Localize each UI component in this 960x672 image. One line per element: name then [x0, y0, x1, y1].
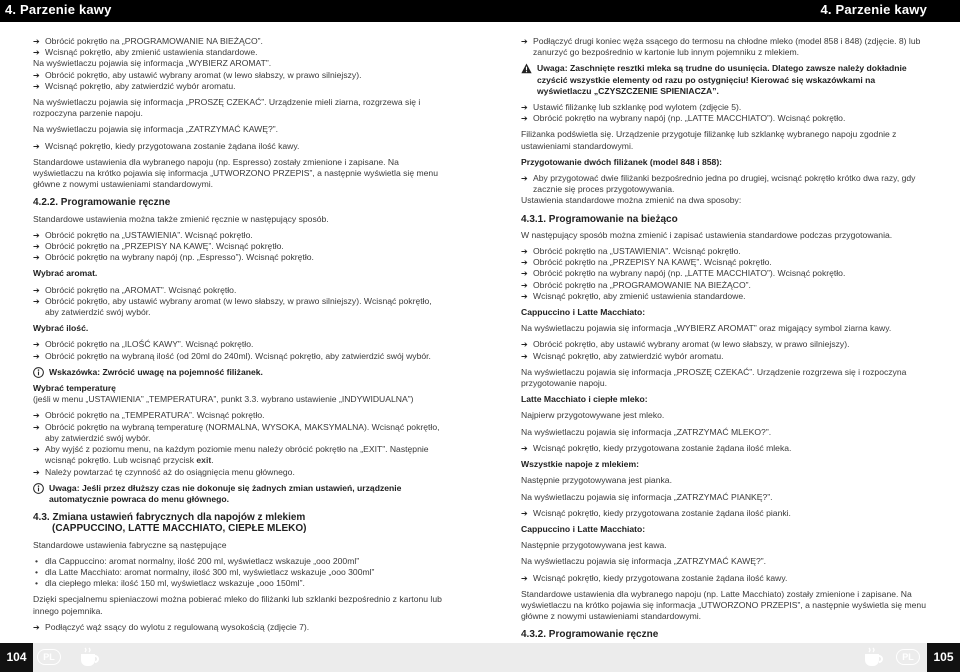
- info-icon: [33, 367, 44, 378]
- list-item: ➔ Obrócić pokrętło na „PROGRAMOWANIE NA BIEŻĄCO”.: [33, 36, 443, 47]
- list-item: ➔ Obrócić pokrętło na „PROGRAMOWANIE NA BIEŻĄCO”.: [521, 280, 927, 291]
- list-item: ➔ Obrócić pokrętło na wybraną temperaturę (NORMALNA, WYSOKA, MAKSYMALNA). Wcisnąć pokrętło, aby zatwierdzić swój wybór.: [33, 422, 443, 444]
- list-item: ➔ Obrócić pokrętło na wybraną ilość (od 20ml do 240ml). Wcisnąć pokrętło, aby zatwierdzić swój wybór.: [33, 351, 443, 362]
- list-item: ➔ Obrócić pokrętło na „TEMPERATURA”. Wcisnąć pokrętło.: [33, 410, 443, 421]
- page-footer: [0, 643, 960, 672]
- right-column: [521, 36, 927, 657]
- paragraph: Standardowe ustawienia dla wybranego napoju (np. Espresso) zostały zmienione i zapisane. Na wyświetlaczu na krótko pojawia się informacja „UTWORZONO PRZEPIS”, a następnie wyświetla się menu główne z nowymi ustawieniami standardowymi.: [33, 156, 438, 190]
- section-heading: (CAPPUCCINO, LATTE MACCHIATO, CIEPŁE MLEKO): [52, 523, 307, 535]
- list-item: • dla Latte Macchiato: aromat normalny, ilość 300 ml, wyświetlacz wskazuje „ooo 300ml”: [33, 567, 443, 578]
- list-item: ➔ Ustawić filiżankę lub szklankę pod wylotem (zdjęcie 5).: [521, 102, 927, 113]
- exit-label: exit: [196, 455, 212, 466]
- note: [33, 483, 443, 505]
- list-item: [33, 444, 443, 466]
- section-heading: 4.3. Zmiana ustawień fabrycznych dla napojów z mlekiem: [33, 512, 306, 524]
- page-number-left: 104: [0, 643, 33, 672]
- list-item: ➔ Wcisnąć pokrętło, kiedy przygotowana zostanie żądana ilość kawy.: [33, 141, 443, 152]
- paragraph: Na wyświetlaczu pojawia się informacja „PROSZĘ CZEKAĆ”. Urządzenie rozgrzewa się i rozpoczyna przygotowanie napoju.: [521, 366, 907, 389]
- list-item: ➔ Aby przygotować dwie filiżanki bezpośrednio jedna po drugiej, wcisnąć pokrętło krótko dwa razy, gdy zacznie się proces przygotowywania.: [521, 173, 927, 195]
- left-chapter-title: 4. Parzenie kawy: [5, 2, 112, 17]
- list-item: ➔ Należy powtarzać tę czynność aż do osiągnięcia menu głównego.: [33, 467, 443, 478]
- list-item: ➔ Obrócić pokrętło na „AROMAT”. Wcisnąć pokrętło.: [33, 285, 443, 296]
- list-item: ➔ Obrócić pokrętło na „PRZEPISY NA KAWĘ”. Wcisnąć pokrętło.: [521, 257, 927, 268]
- info-icon: [33, 483, 44, 494]
- subheading: Wybrać temperaturę: [33, 383, 116, 394]
- paragraph: Standardowe ustawienia fabryczne są następujące: [33, 539, 227, 550]
- list-item: ➔ Obrócić pokrętło na „USTAWIENIA”. Wcisnąć pokrętło.: [33, 230, 443, 241]
- list-item: ➔ Obrócić pokrętło, aby ustawić wybrany aromat (w lewo słabszy, w prawo silniejszy).: [521, 339, 927, 350]
- paragraph: Standardowe ustawienia dla wybranego napoju (np. Latte Macchiato) zostały zmienione i zapisane. Na wyświetlaczu na krótko pojawia się informacja „UTWORZONO PRZEPIS”, a następnie wyświetla się menu główne z nowymi ustawieniami standardowymi.: [521, 588, 926, 622]
- warning-icon: [521, 63, 532, 74]
- page-number-right: 105: [927, 643, 960, 672]
- list-item: ➔ Obrócić pokrętło na wybrany napój (np. „Espresso”). Wcisnąć pokrętło.: [33, 252, 443, 263]
- subheading: Wszystkie napoje z mlekiem:: [521, 459, 639, 470]
- list-item-text: Aby wyjść z poziomu menu, na każdym poziomie menu należy obrócić pokrętło na „EXIT”. Następnie wcisnąć pokrętło. Lub wcisnąć przycisk: [45, 444, 429, 466]
- paragraph: Następnie przygotowywana jest kawa.: [521, 540, 667, 551]
- subheading: Przygotowanie dwóch filiżanek (model 848 i 858):: [521, 156, 723, 167]
- subheading: Cappuccino i Latte Macchiato:: [521, 523, 646, 534]
- paragraph: Filiżanka podświetla się. Urządzenie przygotuje filiżankę lub szklankę wybranego napoju zgodnie z ustawieniami standardowymi.: [521, 129, 897, 151]
- list-item: ➔ Podłączyć drugi koniec węża ssącego do termosu na chłodne mleko (model 858 i 848) (zdjęcie. 8) lub zanurzyć go bezpośrednio w kartonie lub innym pojemniku z mlekiem.: [521, 36, 927, 58]
- section-heading: 4.2.2. Programowanie ręczne: [33, 197, 171, 209]
- list-item: ➔ Obrócić pokrętło, aby ustawić wybrany aromat (w lewo słabszy, w prawo silniejszy).: [33, 70, 443, 81]
- list-item: ➔ Wcisnąć pokrętło, kiedy przygotowana zostanie żądana ilość kawy.: [521, 573, 927, 584]
- paragraph: Na wyświetlaczu pojawia się informacja „ZATRZYMAĆ KAWĘ?”.: [521, 556, 766, 567]
- right-chapter-title: 4. Parzenie kawy: [820, 2, 927, 17]
- list-item: ➔ Wcisnąć pokrętło, aby zatwierdzić wybór aromatu.: [521, 351, 927, 362]
- section-heading: 4.3.2. Programowanie ręczne: [521, 629, 659, 641]
- list-item: ➔ Wcisnąć pokrętło, aby zmienić ustawienia standardowe.: [33, 47, 443, 58]
- paragraph: Na wyświetlaczu pojawia się informacja „ZATRZYMAĆ PIANKĘ?”.: [521, 491, 773, 502]
- subheading: Wybrać aromat.: [33, 268, 98, 279]
- paragraph: Na wyświetlaczu pojawia się informacja „ZATRZYMAĆ KAWĘ?”.: [33, 124, 278, 135]
- list-item-text: .: [211, 455, 214, 466]
- list-item: • dla Cappuccino: aromat normalny, ilość 200 ml, wyświetlacz wskazuje „ooo 200ml”: [33, 556, 443, 567]
- paragraph: W następujący sposób można zmienić i zapisać ustawienia standardowe podczas przygotowania.: [521, 229, 893, 240]
- warning-text: Uwaga: Zaschnięte resztki mleka są trudne do usunięcia. Dlatego zawsze należy dokładnie czyścić wszystkie elementy od razu po ostygnięciu! Kierować się wskazówkami na wyświetlaczu „CZYSZCZENIE SPIENIACZA”.: [537, 63, 907, 96]
- note-text: Uwaga: Jeśli przez dłuższy czas nie dokonuje się żadnych zmian ustawień, urządzenie automatycznie powraca do menu głównego.: [49, 482, 402, 504]
- paragraph: Na wyświetlaczu pojawia się informacja „ZATRZYMAĆ MLEKO?”.: [521, 426, 772, 437]
- paragraph: Ustawienia standardowe można zmienić na dwa sposoby:: [521, 195, 742, 206]
- coffee-cup-icon: [862, 646, 886, 668]
- paragraph: (jeśli w menu „USTAWIENIA” „TEMPERATURA”, punkt 3.3. wybrano ustawienie „INDYWIDUALNA”): [33, 394, 414, 405]
- paragraph: Na wyświetlaczu pojawia się informacja „WYBIERZ AROMAT”.: [33, 58, 272, 69]
- list-item: ➔ Wcisnąć pokrętło, aby zmienić ustawienia standardowe.: [521, 291, 927, 302]
- note-text: Wskazówka: Zwrócić uwagę na pojemność filiżanek.: [49, 366, 263, 377]
- subheading: Latte Macchiato i ciepłe mleko:: [521, 394, 648, 405]
- list-item: ➔ Wcisnąć pokrętło, kiedy przygotowana zostanie żądana ilość pianki.: [521, 508, 927, 519]
- coffee-cup-icon: [78, 646, 102, 668]
- language-badge-right: PL: [896, 649, 920, 665]
- page-header: [0, 0, 960, 22]
- subheading: Cappuccino i Latte Macchiato:: [521, 307, 646, 318]
- language-badge-left: PL: [37, 649, 61, 665]
- list-item: ➔ Obrócić pokrętło na „ILOŚĆ KAWY”. Wcisnąć pokrętło.: [33, 339, 443, 350]
- list-item: ➔ Obrócić pokrętło na „PRZEPISY NA KAWĘ”. Wcisnąć pokrętło.: [33, 241, 443, 252]
- list-item: ➔ Podłączyć wąż ssący do wylotu z regulowaną wysokością (zdjęcie 7).: [33, 622, 443, 633]
- list-item: ➔ Wcisnąć pokrętło, kiedy przygotowana zostanie żądana ilość mleka.: [521, 443, 927, 454]
- paragraph: Standardowe ustawienia można także zmienić ręcznie w następujący sposób.: [33, 213, 329, 224]
- paragraph: Na wyświetlaczu pojawia się informacja „PROSZĘ CZEKAĆ”. Urządzenie mieli ziarna, rozgrzewa się i rozpoczyna parzenie napoju.: [33, 97, 421, 119]
- list-item: ➔ Obrócić pokrętło na wybrany napój (np. „LATTE MACCHIATO”). Wcisnąć pokrętło.: [521, 113, 927, 124]
- subheading: Wybrać ilość.: [33, 323, 89, 334]
- list-item: • dla ciepłego mleka: ilość 150 ml, wyświetlacz wskazuje „ooo 150ml”.: [33, 578, 443, 589]
- list-item: ➔ Obrócić pokrętło, aby ustawić wybrany aromat (w lewo słabszy, w prawo silniejszy). Wcisnąć pokrętło, aby zatwierdzić swój wybór.: [33, 296, 443, 318]
- warning: [521, 63, 927, 97]
- paragraph: Na wyświetlaczu pojawia się informacja „WYBIERZ AROMAT” oraz migający symbol ziarna kawy.: [521, 323, 892, 334]
- note: [33, 367, 443, 378]
- list-item: ➔ Obrócić pokrętło na „USTAWIENIA”. Wcisnąć pokrętło.: [521, 246, 927, 257]
- list-item: ➔ Obrócić pokrętło na wybrany napój (np. „LATTE MACCHIATO”). Wcisnąć pokrętło.: [521, 268, 927, 279]
- paragraph: Następnie przygotowywana jest pianka.: [521, 475, 672, 486]
- paragraph: Najpierw przygotowywane jest mleko.: [521, 410, 665, 421]
- section-heading: 4.3.1. Programowanie na bieżąco: [521, 213, 678, 225]
- paragraph: Dzięki specjalnemu spieniaczowi można pobierać mleko do filiżanki lub szklanki bezpośrednio z kartonu lub innego pojemnika.: [33, 594, 442, 616]
- list-item: ➔ Wcisnąć pokrętło, aby zatwierdzić wybór aromatu.: [33, 81, 443, 92]
- left-column: [33, 36, 443, 633]
